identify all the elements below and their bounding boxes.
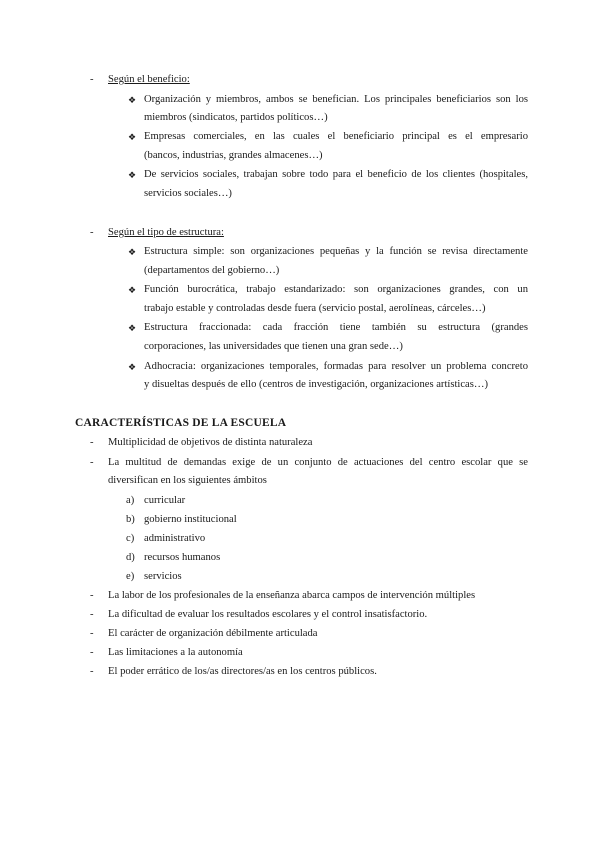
enum-label: e) bbox=[126, 571, 135, 582]
enum-label: a) bbox=[126, 495, 135, 506]
list-item-line: La labor de los profesionales de la enseñanza abarca campos de intervención múltiples bbox=[108, 590, 476, 601]
subsection-title-beneficio: Según el beneficio: bbox=[108, 74, 190, 85]
list-item-line: El poder errático de los/as directores/as en los centros públicos. bbox=[108, 666, 377, 677]
list-item-line: y disueltas después de ello (centros de investigación, organizaciones artísticas…) bbox=[144, 379, 488, 390]
list-item-line: Organización y miembros, ambos se benefician. Los principales beneficiarios son los bbox=[144, 94, 528, 105]
diamond-bullet: ❖ bbox=[128, 170, 137, 180]
diamond-bullet: ❖ bbox=[128, 362, 137, 372]
dash-bullet: - bbox=[90, 666, 94, 677]
diamond-bullet: ❖ bbox=[128, 285, 137, 295]
list-item-line: La multitud de demandas exige de un conjunto de actuaciones del centro escolar que se bbox=[108, 457, 528, 468]
diamond-bullet: ❖ bbox=[128, 132, 137, 142]
list-item-line: De servicios sociales, trabajan sobre todo para el beneficio de los clientes (hospitales, bbox=[144, 169, 528, 180]
list-item-line: Función burocrática, trabajo estandarizado: son organizaciones grandes, con un bbox=[144, 284, 528, 295]
dash-bullet: - bbox=[90, 628, 94, 639]
enum-item: servicios bbox=[144, 571, 182, 582]
list-item-line: (bancos, industrias, grandes almacenes…) bbox=[144, 150, 323, 161]
diamond-bullet: ❖ bbox=[128, 323, 137, 333]
dash-bullet: - bbox=[90, 437, 94, 448]
list-item-line: Estructura fraccionada: cada fracción tiene también su estructura (grandes bbox=[144, 322, 528, 333]
list-item-line: servicios sociales…) bbox=[144, 188, 232, 199]
diamond-bullet: ❖ bbox=[128, 247, 137, 257]
list-item-line: diversifican en los siguientes ámbitos bbox=[108, 475, 267, 486]
dash-bullet: - bbox=[90, 590, 94, 601]
dash-bullet: - bbox=[90, 227, 94, 238]
list-item-line: corporaciones, las universidades que tienen una gran sede…) bbox=[144, 341, 403, 352]
dash-bullet: - bbox=[90, 74, 94, 85]
list-item-line: Multiplicidad de objetivos de distinta naturaleza bbox=[108, 437, 313, 448]
enum-label: b) bbox=[126, 514, 135, 525]
enum-item: gobierno institucional bbox=[144, 514, 237, 525]
dash-bullet: - bbox=[90, 647, 94, 658]
list-item-line: trabajo estable y controladas desde fuera (servicio postal, aerolíneas, cárceles…) bbox=[144, 303, 486, 314]
list-item-line: (departamentos del gobierno…) bbox=[144, 265, 280, 276]
diamond-bullet: ❖ bbox=[128, 95, 137, 105]
list-item-line: El carácter de organización débilmente articulada bbox=[108, 628, 318, 639]
subsection-title-estructura: Según el tipo de estructura: bbox=[108, 227, 224, 238]
enum-item: recursos humanos bbox=[144, 552, 221, 563]
enum-label: d) bbox=[126, 552, 135, 563]
list-item-line: Adhocracia: organizaciones temporales, formadas para resolver un problema concreto bbox=[144, 361, 528, 372]
list-item-line: miembros (sindicatos, partidos políticos…) bbox=[144, 112, 328, 123]
list-item-line: La dificultad de evaluar los resultados escolares y el control insatisfactorio. bbox=[108, 609, 428, 620]
section-heading: CARACTERÍSTICAS DE LA ESCUELA bbox=[75, 417, 287, 429]
list-item-line: Las limitaciones a la autonomía bbox=[108, 647, 243, 658]
dash-bullet: - bbox=[90, 457, 94, 468]
dash-bullet: - bbox=[90, 609, 94, 620]
enum-item: administrativo bbox=[144, 533, 206, 544]
enum-item: curricular bbox=[144, 495, 186, 506]
list-item-line: Estructura simple: son organizaciones pequeñas y la función se revisa directamente bbox=[144, 246, 528, 257]
list-item-line: Empresas comerciales, en las cuales el beneficiario principal es el empresario bbox=[144, 131, 528, 142]
enum-label: c) bbox=[126, 533, 135, 544]
